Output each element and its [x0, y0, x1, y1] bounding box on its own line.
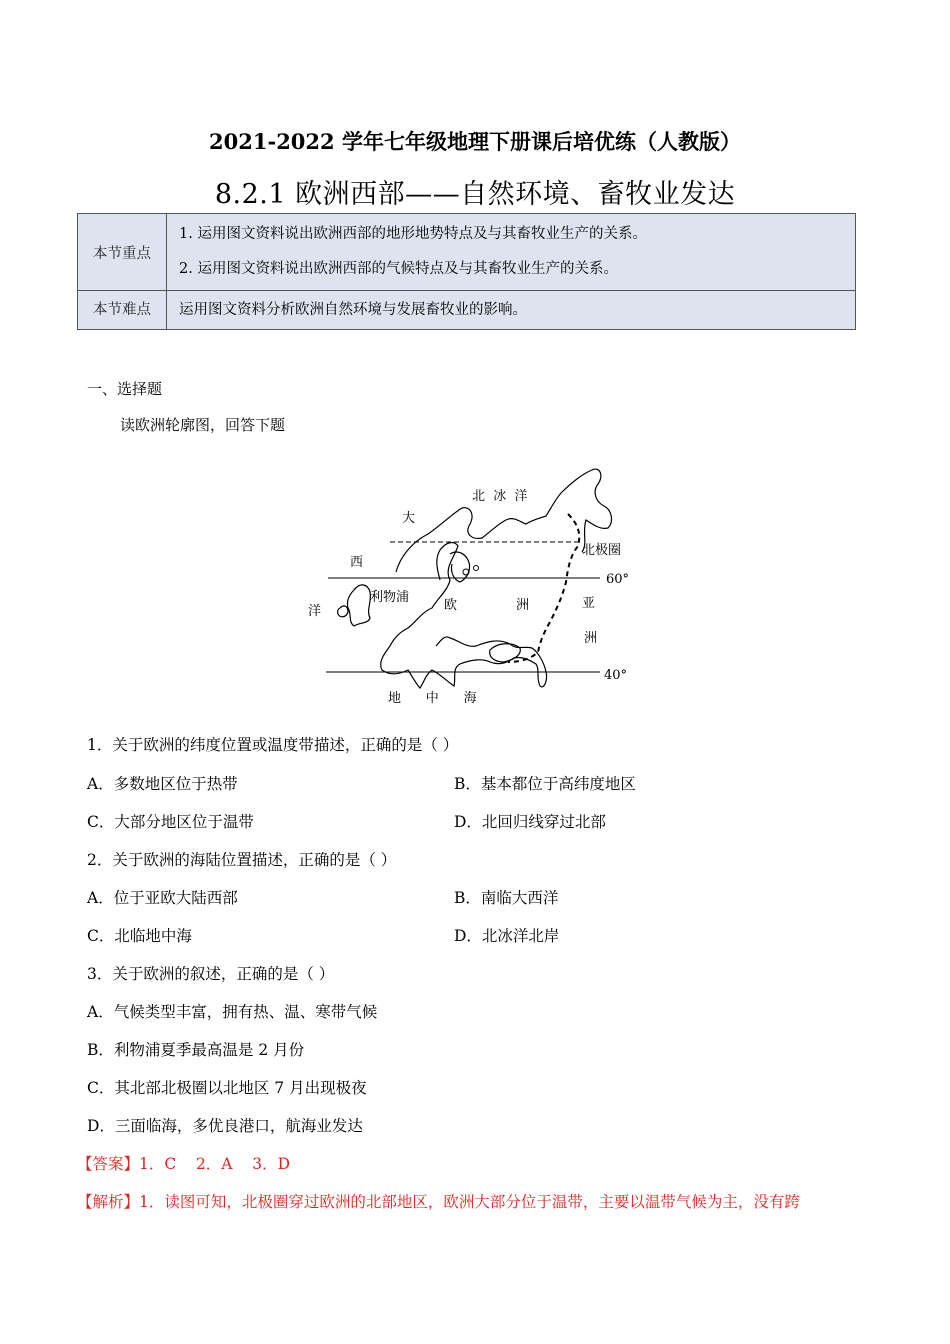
label-xi: 西 [350, 555, 364, 570]
document-title: 2021-2022 学年七年级地理下册课后培优练（人教版） [209, 129, 741, 154]
q2-option-c: C．北临地中海 [87, 927, 192, 945]
question-intro: 读欧洲轮廓图，回答下题 [120, 416, 286, 434]
q2-option-d: D．北冰洋北岸 [454, 927, 560, 945]
q1-option-a: A．多数地区位于热带 [87, 775, 238, 793]
q3-option-c: C．其北部北极圈以北地区 7 月出现极夜 [87, 1079, 367, 1097]
lesson-title: 8.2.1 欧洲西部——自然环境、畜牧业发达 [214, 179, 736, 210]
label-liverpool: 利物浦 [370, 590, 410, 605]
q3-option-d: D．三面临海，多优良港口，航海业发达 [87, 1117, 363, 1135]
lake-2 [474, 566, 479, 571]
label-lat-60: 60° [606, 572, 630, 587]
difficulty-row [78, 291, 856, 330]
label-ya: 亚 [582, 596, 596, 611]
analysis-line [77, 1190, 800, 1212]
label-zhou2: 洲 [584, 631, 598, 646]
analysis-text: 1．读图可知，北极圈穿过欧洲的北部地区，欧洲大部分位于温带，主要以温带气候为主，没有跨 [139, 1193, 800, 1211]
q3-option-b: B．利物浦夏季最高温是 2 月份 [87, 1041, 305, 1059]
answer-text: 1．C 2．A 3．D [139, 1155, 290, 1173]
label-arctic-circle: 北极圈 [582, 543, 622, 558]
focus-item-1: 1. 运用图文资料说出欧洲西部的地形地势特点及与其畜牧业生产的关系。 [179, 226, 647, 242]
question-1-stem: 1．关于欧洲的纬度位置或温度带描述，正确的是（ ） [87, 736, 459, 754]
q3-option-a: A．气候类型丰富，拥有热、温、寒带气候 [87, 1003, 378, 1021]
q2-option-b: B．南临大西洋 [454, 889, 559, 907]
focus-label: 本节重点 [78, 214, 167, 291]
answer-label: 【答案】 [77, 1155, 140, 1173]
label-mediterranean: 地 中 海 [388, 691, 477, 706]
key-points-table [77, 213, 856, 330]
label-ou: 欧 [444, 598, 458, 613]
label-yang: 洋 [308, 604, 322, 619]
british-isles [338, 585, 371, 626]
label-lat-40: 40° [604, 668, 628, 683]
europe-outline-map [300, 462, 640, 712]
difficulty-content: 运用图文资料分析欧洲自然环境与发展畜牧业的影响。 [167, 291, 856, 330]
focus-content [167, 214, 856, 291]
answer-line [77, 1152, 290, 1174]
focus-row [78, 214, 856, 291]
q1-option-c: C．大部分地区位于温带 [87, 813, 254, 831]
difficulty-label: 本节难点 [78, 291, 167, 330]
section-heading: 一、选择题 [87, 380, 163, 398]
q1-option-d: D．北回归线穿过北部 [454, 813, 606, 831]
label-arctic-ocean: 北 冰 洋 [472, 489, 528, 504]
focus-item-2: 2. 运用图文资料说出欧洲西部的气候特点及与其畜牧业生产的关系。 [179, 261, 618, 277]
question-2-stem: 2．关于欧洲的海陆位置描述，正确的是（ ） [87, 851, 397, 869]
europe-asia-boundary [508, 514, 579, 662]
label-da: 大 [402, 511, 416, 526]
q2-option-a: A．位于亚欧大陆西部 [87, 889, 238, 907]
question-3-stem: 3．关于欧洲的叙述，正确的是（ ） [87, 965, 335, 983]
analysis-label: 【解析】 [77, 1193, 140, 1211]
label-zhou: 洲 [516, 598, 530, 613]
q1-option-b: B．基本都位于高纬度地区 [454, 775, 636, 793]
